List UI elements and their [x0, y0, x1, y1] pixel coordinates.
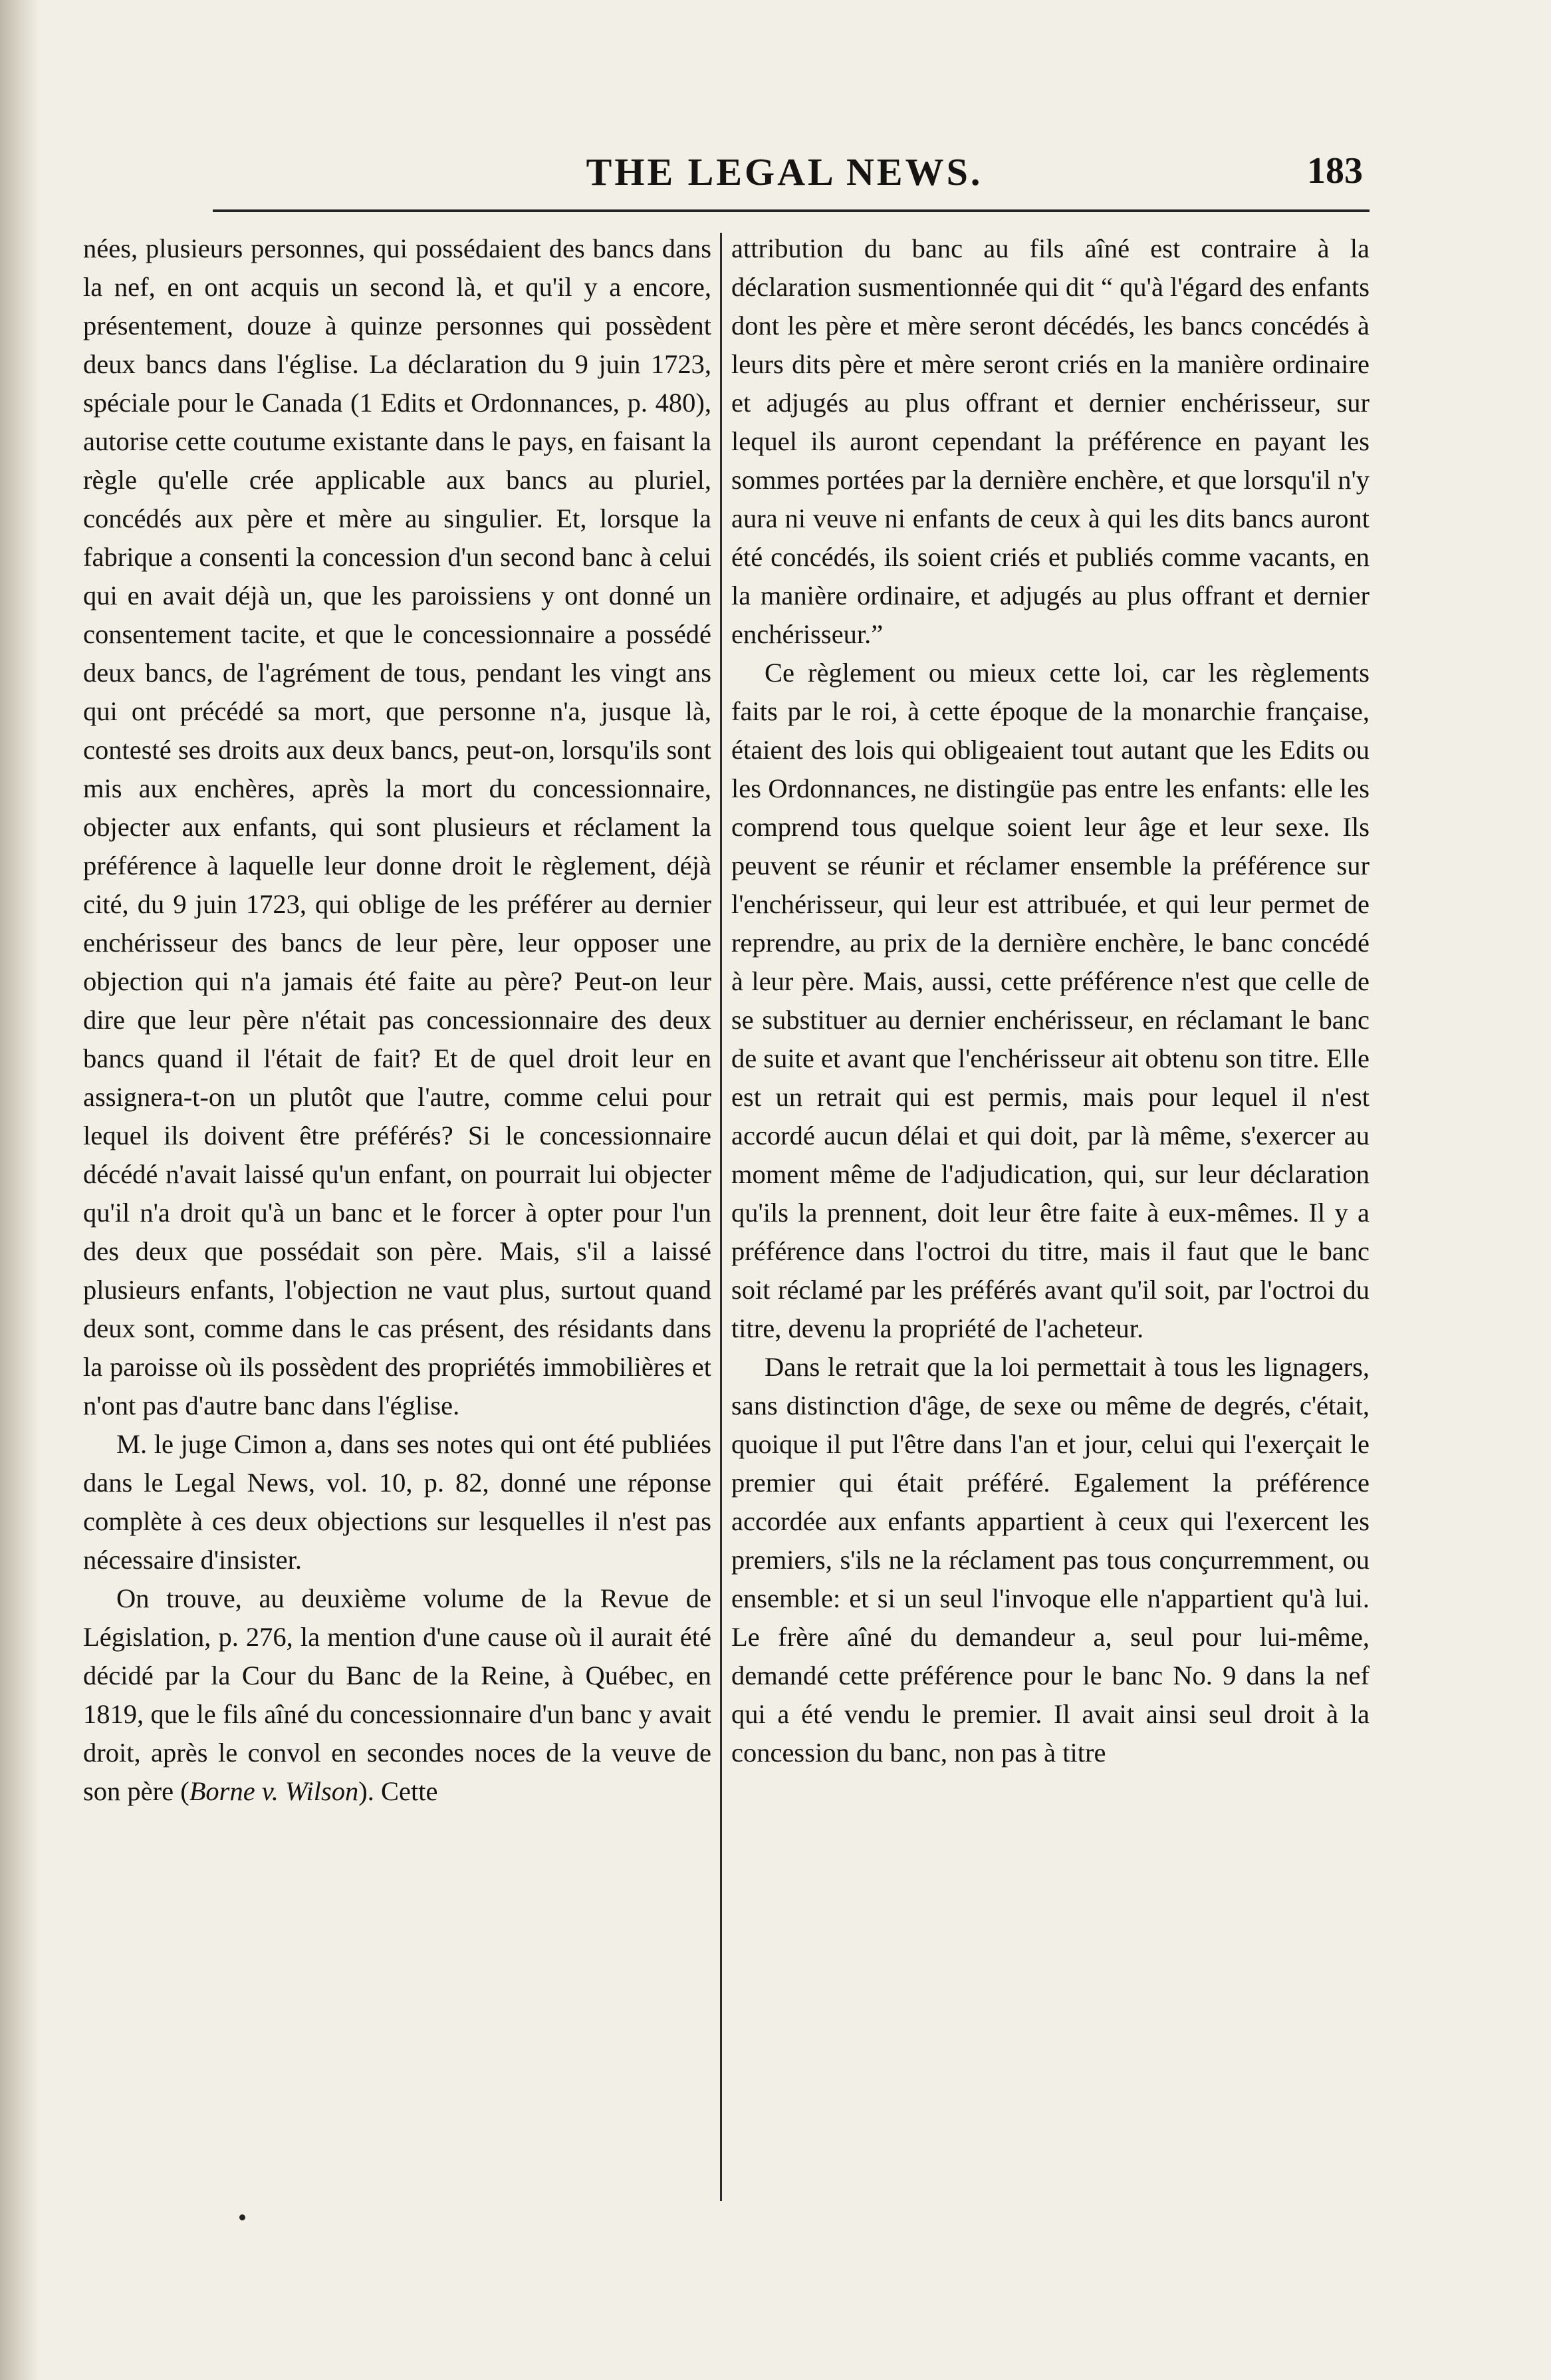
column-divider: [720, 233, 722, 2201]
ink-dot: [239, 2214, 245, 2220]
paragraph: Dans le retrait que la loi permettait à tous les lignagers, sans distinction d'âge, de sexe ou même de degrés, c'était, quoique il put l'être dans l'an et jour, celui qui l'exerçait le premier qui était préféré. Egalement la préférence accordée aux enfants appartient à ceux qui l'exercent les premiers, s'ils ne la réclament pas tous conçurremment, ou ensemble: et si un seul l'invoque elle n'appartient qu'à lui. Le frère aîné du demandeur a, seul pour lui-même, demandé cette préférence pour le banc No. 9 dans la nef qui a été vendu le premier. Il avait ainsi seul droit à la concession du banc, non pas à titre: [731, 1352, 1370, 1768]
paragraph-text: On trouve, au deuxième volume de la Revue de Législation, p. 276, la mention d'une cause où il aurait été décidé par la Cour du Banc de la Reine, à Québec, en 1819, que le fils aîné du concessionnaire d'un banc y avait droit, après le convol en secondes noces de la veuve de son père (: [83, 1583, 711, 1806]
page-header: [199, 150, 1370, 209]
paragraph: nées, plusieurs personnes, qui possédaient des bancs dans la nef, en ont acquis un second là, et qu'il y a encore, présentement, douze à quinze personnes qui possèdent deux bancs dans l'église. La déclaration du 9 juin 1723, spéciale pour le Canada (1 Edits et Ordonnances, p. 480), autorise cette coutume existante dans le pays, en faisant la règle qu'elle crée applicable aux bancs au pluriel, concédés aux père et mère au singulier. Et, lorsque la fabrique a consenti la concession d'un second banc à celui qui en avait déjà un, que les paroissiens y ont donné un consentement tacite, et que le concessionnaire a possédé deux bancs, de l'agrément de tous, pendant les vingt ans qui ont précédé sa mort, que personne n'a, jusque là, contesté ses droits aux deux bancs, peut-on, lorsqu'ils sont mis aux enchères, après la mort du concessionnaire, objecter aux enfants, qui sont plusieurs et réclament la préférence à laquelle leur donne droit le règlement, déjà cité, du 9 juin 1723, qui oblige de les préférer au dernier enchérisseur des bancs de leur père, leur opposer une objection qui n'a jamais été faite au père? Peut-on leur dire que leur père n'était pas concessionnaire des deux bancs quand il l'était de fait? Et de quel droit leur en assignera-t-on un plutôt que l'autre, comme celui pour lequel ils doivent être préférés? Si le concessionnaire décédé n'avait laissé qu'un enfant, on pourrait lui objecter qu'il n'a droit qu'à un banc et le forcer à opter pour l'un des deux que possédait son père. Mais, s'il a laissé plusieurs enfants, l'objection ne vaut plus, surtout quand deux sont, comme dans le cas présent, des résidants dans la paroisse où ils possèdent des propriétés immobilières et n'ont pas d'autre banc dans l'église.: [83, 233, 711, 1420]
paragraph: [83, 1579, 711, 1811]
case-name: Borne v. Wilson: [189, 1776, 359, 1806]
left-column: [83, 229, 711, 1811]
right-column: [731, 229, 1370, 1772]
page-edge-shadow: [0, 0, 40, 2380]
running-title: THE LEGAL NEWS.: [586, 150, 983, 194]
page-number: 183: [1307, 150, 1363, 192]
paragraph: M. le juge Cimon a, dans ses notes qui ont été publiées dans le Legal News, vol. 10, p. 82, donné une réponse complète à ces deux objections sur lesquelles il n'est pas nécessaire d'insister.: [83, 1429, 711, 1575]
paragraph-tail: ). Cette: [358, 1776, 438, 1806]
header-rule: [213, 209, 1370, 212]
paragraph: Ce règlement ou mieux cette loi, car les règlements faits par le roi, à cette époque de la monarchie française, étaient des lois qui obligeaient tout autant que les Edits ou les Ordonnances, ne distingüe pas entre les enfants: elle les comprend tous quelque soient leur âge et leur sexe. Ils peuvent se réunir et réclamer ensemble la préférence sur l'enchérisseur, qui leur est attribuée, et qui leur permet de reprendre, au prix de la dernière enchère, le banc concédé à leur père. Mais, aussi, cette préférence n'est que celle de se substituer au dernier enchérisseur, en réclamant le banc de suite et avant que l'enchérisseur ait obtenu son titre. Elle est un retrait qui est permis, mais pour lequel il n'est accordé aucun délai et qui doit, par là même, s'exercer au moment même de l'adjudication, qui, sur leur déclaration qu'ils la prennent, doit leur être faite à eux-mêmes. Il y a préférence dans l'octroi du titre, mais il faut que le banc soit réclamé par les préférés avant qu'il soit, par l'octroi du titre, devenu la propriété de l'acheteur.: [731, 658, 1370, 1343]
paragraph: attribution du banc au fils aîné est contraire à la déclaration susmentionnée qui dit “ qu'à l'égard des enfants dont les père et mère seront décédés, les bancs concédés à leurs dits père et mère seront criés en la manière ordinaire et adjugés au plus offrant et dernier enchérisseur, sur lequel ils auront cependant la préférence en payant les sommes portées par la dernière enchère, et que lorsqu'il n'y aura ni veuve ni enfants de ceux à qui les dits bancs auront été concédés, ils soient criés et publiés comme vacants, en la manière ordinaire, et adjugés au plus offrant et dernier enchérisseur.”: [731, 233, 1370, 649]
